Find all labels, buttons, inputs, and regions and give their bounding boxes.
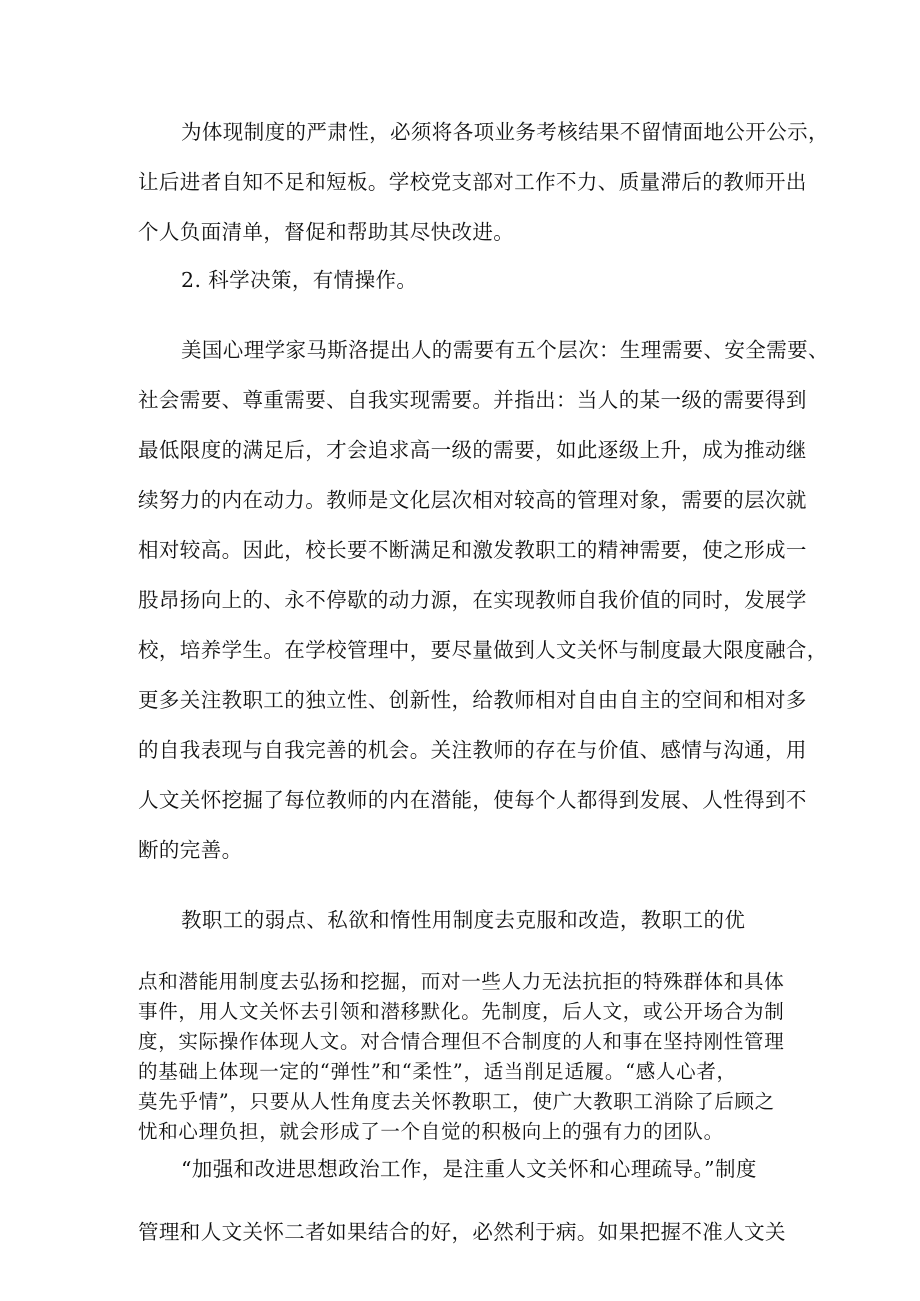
text-line: 续努力的内在动力。教师是文化层次相对较高的管理对象，需要的层次就 (138, 488, 807, 512)
text-line: 教职工的弱点、私欲和惰性用制度去克服和改造，教职工的优 (181, 908, 746, 932)
text-line: 社会需要、尊重需要、自我实现需要。并指出：当人的某一级的需要得到 (138, 388, 807, 412)
text-line: 校，培养学生。在学校管理中，要尽量做到人文关怀与制度最大限度融合， (138, 638, 828, 662)
text-line: 为体现制度的严肃性，必须将各项业务考核结果不留情面地公开公示， (181, 120, 829, 144)
text-line: 度，实际操作体现人文。对合情合理但不合制度的人和事在坚持刚性管理 (138, 1030, 785, 1053)
text-line: 让后进者自知不足和短板。学校党支部对工作不力、质量滞后的教师开出 (138, 170, 807, 194)
text-line: 股昂扬向上的、永不停歇的动力源，在实现教师自我价值的同时，发展学 (138, 588, 807, 612)
text-line: “加强和改进思想政治工作，是注重人文关怀和心理疏导。”制度 (181, 1157, 757, 1181)
text-line: 美国心理学家马斯洛提出人的需要有五个层次：生理需要、安全需要、 (181, 338, 829, 362)
text-line: 人文关怀挖掘了每位教师的内在潜能，使每个人都得到发展、人性得到不 (138, 788, 807, 812)
text-line: 更多关注教职工的独立性、创新性，给教师相对自由自主的空间和相对多 (138, 688, 807, 712)
text-line: 莫先乎情”，只要从人性角度去关怀教职工，使广大教职工消除了后顾之 (138, 1090, 775, 1113)
text-line: 忧和心理负担，就会形成了一个自觉的积极向上的强有力的团队。 (138, 1120, 724, 1143)
text-line: 的自我表现与自我完善的机会。关注教师的存在与价值、感情与沟通，用 (138, 738, 807, 762)
text-line: 个人负面清单，督促和帮助其尽快改进。 (138, 220, 515, 244)
text-line: 最低限度的满足后，才会追求高一级的需要，如此逐级上升，成为推动继 (138, 438, 807, 462)
section-heading: 2. 科学决策，有情操作。 (181, 268, 418, 292)
text-line: 的基础上体现一定的“弹性”和“柔性”，适当削足适履。“感人心者， (138, 1060, 737, 1083)
text-line: 管理和人文关怀二者如果结合的好，必然利于病。如果把握不准人文关 (138, 1220, 786, 1244)
text-line: 事件，用人文关怀去引领和潜移默化。先制度，后人文，或公开场合为制 (138, 1000, 785, 1023)
text-line: 相对较高。因此，校长要不断满足和激发教职工的精神需要，使之形成一 (138, 538, 807, 562)
text-line: 点和潜能用制度去弘扬和挖掘，而对一些人力无法抗拒的特殊群体和具体 (138, 970, 785, 993)
text-line: 断的完善。 (138, 838, 243, 862)
